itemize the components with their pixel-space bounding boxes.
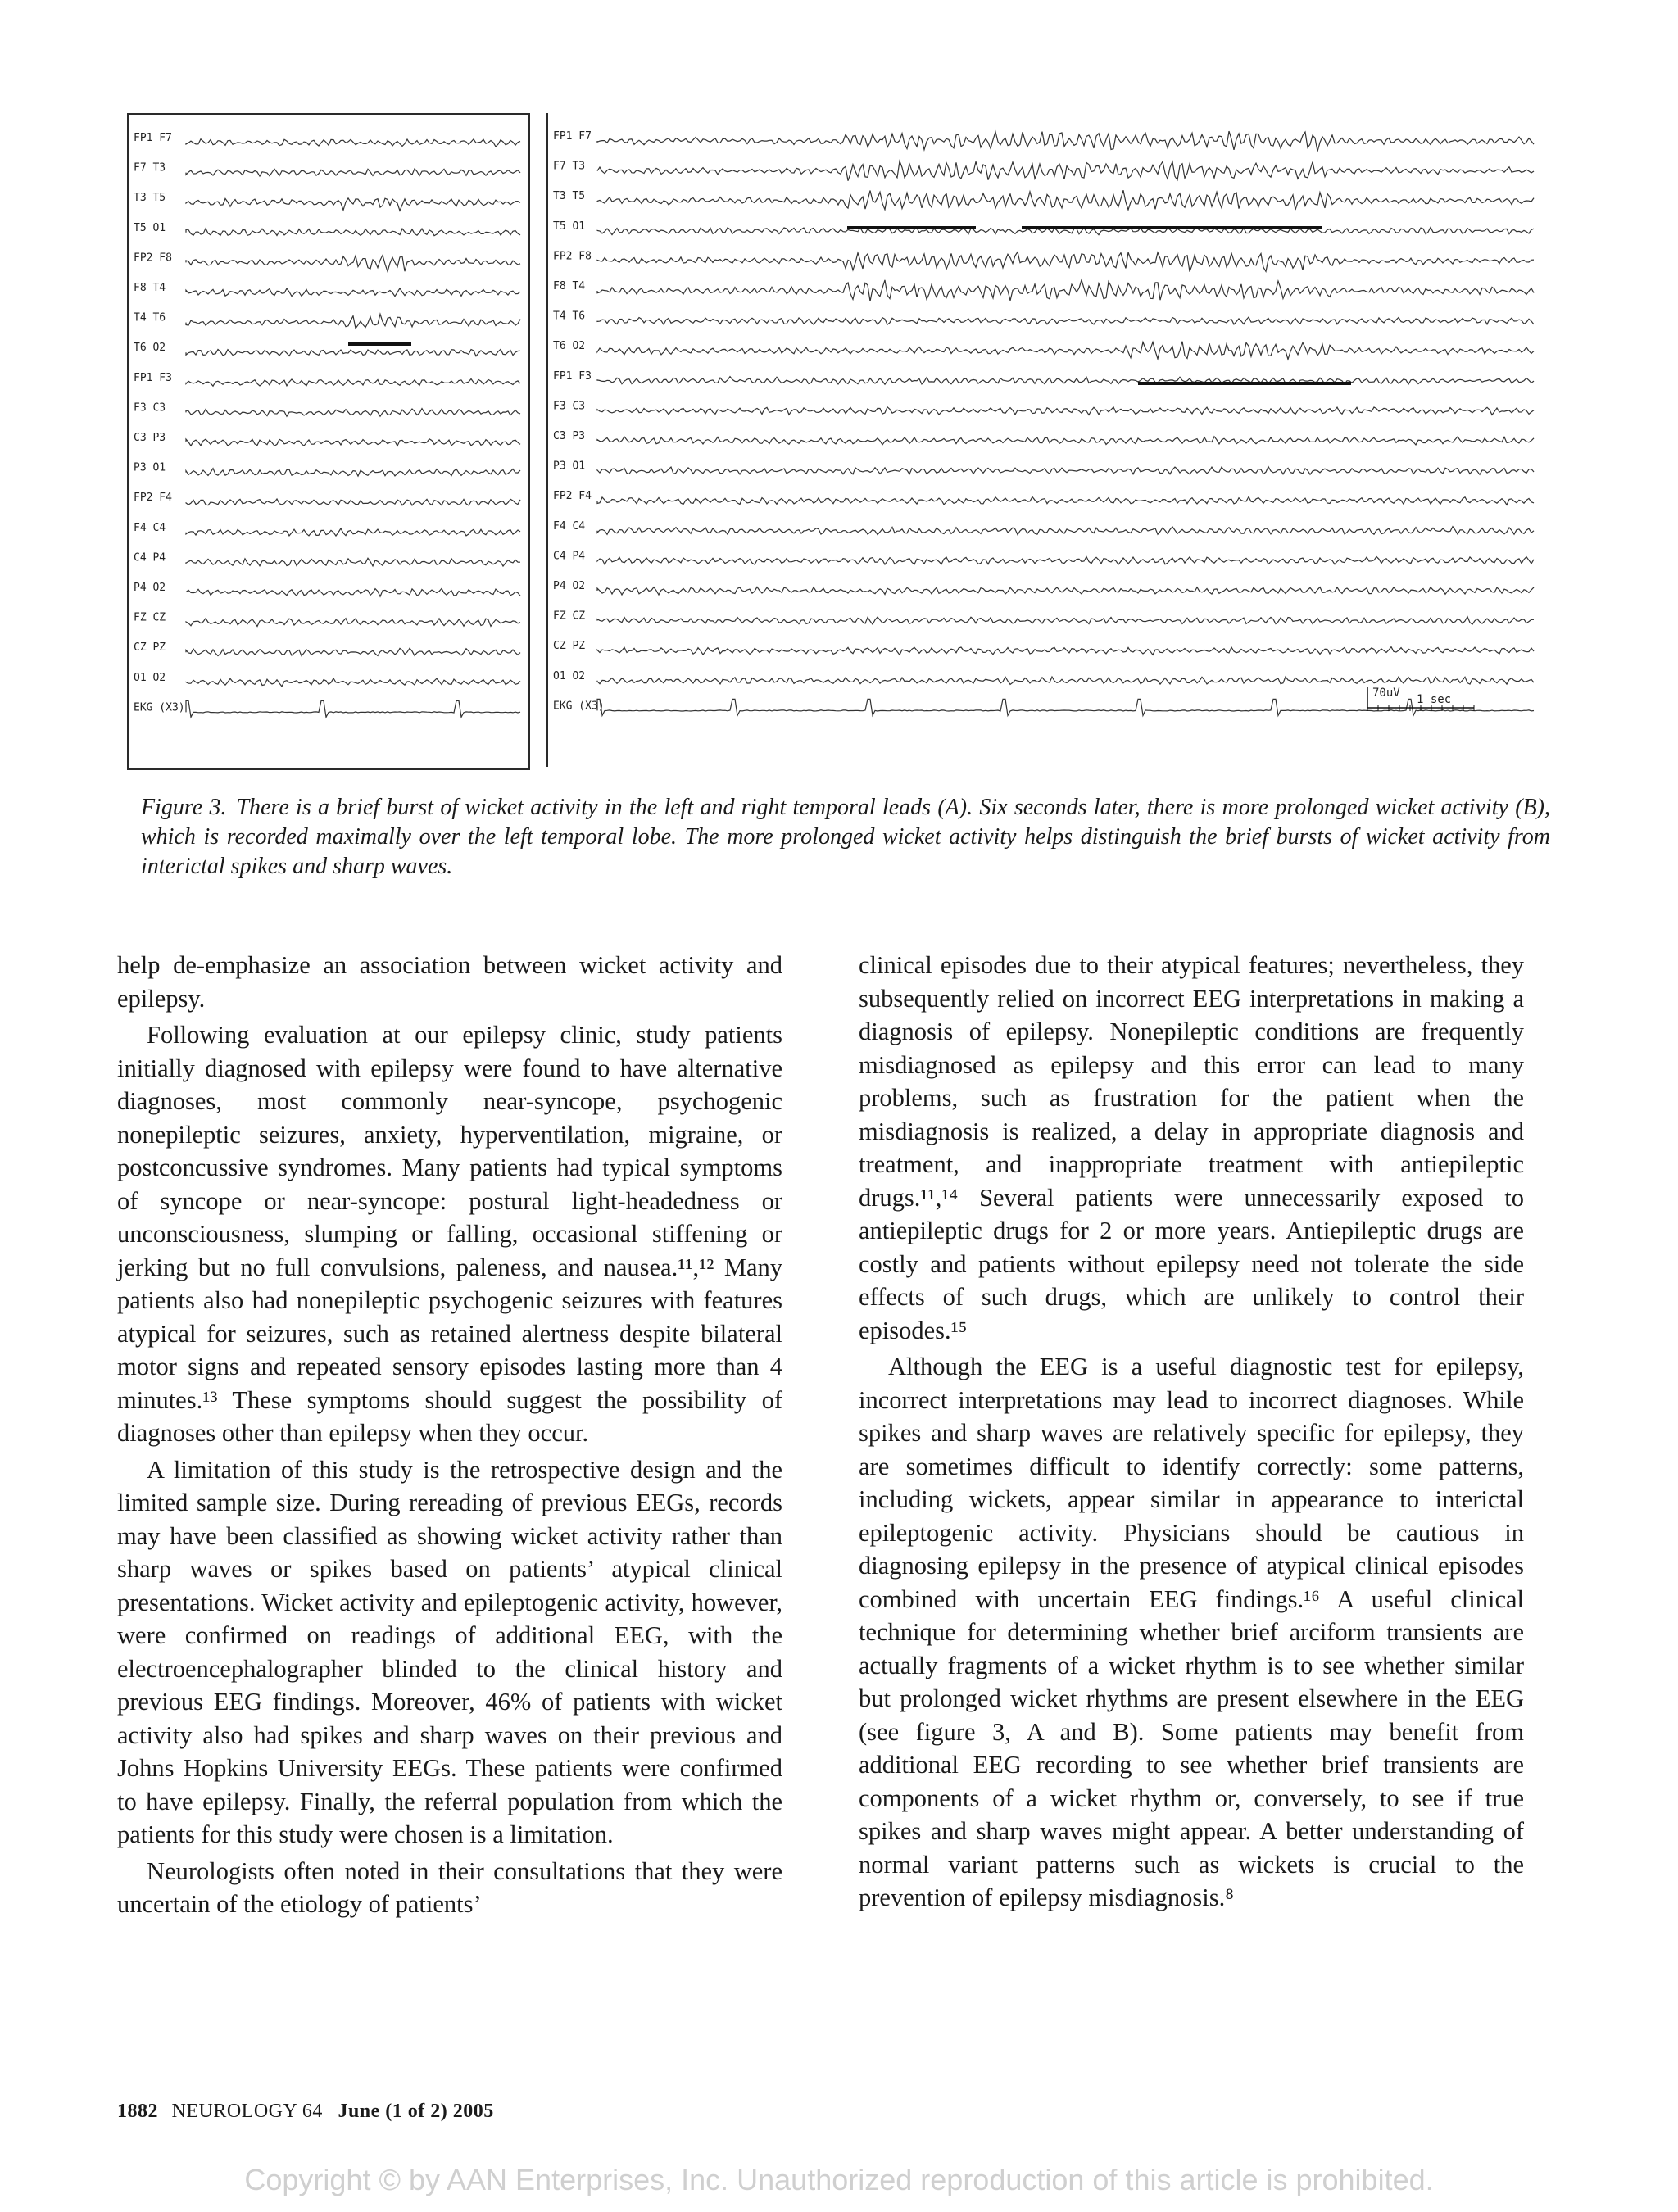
body-column-right bbox=[859, 949, 1524, 1918]
lead-label: FP2 F4 bbox=[553, 490, 592, 503]
lead-label: CZ PZ bbox=[553, 640, 586, 653]
lead-label: FP1 F7 bbox=[553, 130, 592, 143]
eeg-trace bbox=[597, 677, 1534, 684]
eeg-trace bbox=[186, 619, 520, 627]
eeg-trace bbox=[597, 527, 1534, 535]
paragraph: Although the EEG is a useful diagnostic test for epilepsy, incorrect interpretations may lead to incorrect diagnoses. While spikes and sharp waves are relatively specific for epilepsy, they are sometimes difficult to identify correctly: some patterns, including wickets, appear similar in appearance to interictal epileptogenic activity. Physicians should be cautious in diagnosing epilepsy in the presence of atypical clinical episodes combined with uncertain EEG findings.¹⁶ A useful clinical technique for determining whether brief arciform transients are actually fragments of a wicket rhythm is to see whether similar but prolonged wicket rhythms are present elsewhere in the EEG (see figure 3, A and B). Some patients may benefit from additional EEG recording to see whether brief transients are components of a wicket rhythm or, conversely, to see if true spikes and sharp waves might appear. A better understanding of normal variant patterns such as wickets is crucial to the prevention of epilepsy misdiagnosis.⁸ bbox=[859, 1353, 1524, 1911]
journal-name: NEUROLOGY 64 bbox=[171, 2101, 323, 2122]
eeg-trace bbox=[186, 439, 520, 446]
eeg-trace bbox=[186, 499, 520, 505]
paragraph: Following evaluation at our epilepsy clinic, study patients initially diagnosed with epilepsy were found to have alternative diagnoses, most commonly near-syncope, psychogenic nonepileptic seizures, anxiety, hyperventilation, migraine, or postconcussive syndromes. Many patients had typical symptoms of syncope or near-syncope: postural light-headedness or unconsciousness, slumping or falling, occasional stiffening or jerking but no full convulsions, paleness, and nausea.¹¹,¹² Many patients also had nonepileptic psychogenic seizures with features atypical for seizures, such as retained alertness despite bilateral motor signs and repeated sensory episodes lasting more than 4 minutes.¹³ These symptoms should suggest the possibility of diagnoses other than epilepsy when they occur. bbox=[117, 1021, 782, 1447]
eeg-trace bbox=[186, 229, 520, 236]
eeg-trace bbox=[597, 342, 1534, 360]
lead-label: P3 O1 bbox=[553, 460, 586, 473]
eeg-panel-b bbox=[546, 113, 1541, 767]
eeg-trace bbox=[186, 558, 520, 566]
lead-label: F8 T4 bbox=[553, 280, 586, 292]
lead-label: C3 P3 bbox=[134, 432, 166, 444]
eeg-trace bbox=[597, 617, 1534, 624]
eeg-trace bbox=[597, 131, 1534, 152]
lead-label: FP2 F8 bbox=[134, 252, 172, 265]
eeg-trace bbox=[597, 496, 1534, 505]
scale-time: 1 sec bbox=[1417, 693, 1452, 706]
lead-label: F4 C4 bbox=[553, 519, 586, 533]
lead-label: C3 P3 bbox=[553, 430, 586, 442]
eeg-traces-a bbox=[129, 115, 528, 768]
page-number: 1882 bbox=[117, 2101, 158, 2122]
paragraph: Neurologists often noted in their consultations that they were uncertain of the etiology of patients’ bbox=[117, 1856, 782, 1918]
lead-label: FZ CZ bbox=[134, 611, 166, 624]
eeg-trace bbox=[597, 161, 1534, 181]
eeg-trace bbox=[597, 280, 1534, 301]
eeg-trace bbox=[597, 556, 1534, 564]
lead-label: T4 T6 bbox=[553, 310, 586, 323]
lead-label: FP1 F3 bbox=[134, 371, 172, 384]
paragraph: clinical episodes due to their atypical features; nevertheless, they subsequently relied on incorrect EEG interpretations in making a diagnosis of epilepsy. Nonepileptic conditions are frequently misdiagnosed as epilepsy and this error can lead to many problems, such as frustration for the patient when the misdiagnosis is realized, a delay in appropriate diagnosis and treatment, and inappropriate treatment with antiepileptic drugs.¹¹,¹⁴ Several patients were unnecessarily exposed to antiepileptic drugs for 2 or more years. Antiepileptic drugs are costly and patients without epilepsy need not tolerate the side effects of such drugs, which are unlikely to control their episodes.¹⁵ bbox=[859, 951, 1524, 1344]
lead-label: EKG (X3) bbox=[553, 700, 605, 713]
eeg-trace bbox=[597, 190, 1534, 210]
lead-label: T6 O2 bbox=[553, 340, 586, 353]
lead-label: FP1 F3 bbox=[553, 369, 592, 383]
eeg-trace bbox=[186, 528, 520, 536]
lead-label: FP2 F4 bbox=[134, 492, 172, 505]
eeg-trace bbox=[186, 139, 520, 147]
eeg-trace bbox=[186, 256, 520, 272]
eeg-panel-a bbox=[127, 113, 530, 770]
eeg-traces-b bbox=[548, 113, 1541, 767]
lead-label: T3 T5 bbox=[134, 192, 166, 205]
eeg-trace bbox=[597, 407, 1534, 415]
figure-label: Figure 3. bbox=[141, 795, 227, 820]
lead-label: F3 C3 bbox=[553, 400, 586, 413]
lead-label: FP1 F7 bbox=[134, 132, 172, 144]
eeg-trace bbox=[597, 437, 1534, 445]
eeg-trace bbox=[186, 169, 520, 176]
lead-label: O1 O2 bbox=[553, 669, 586, 682]
lead-label: CZ PZ bbox=[134, 641, 166, 655]
scale-amplitude: 70uV bbox=[1372, 687, 1400, 700]
lead-label: EKG (X3) bbox=[134, 701, 185, 714]
eeg-trace bbox=[597, 377, 1534, 385]
lead-label: F8 T4 bbox=[134, 282, 166, 294]
eeg-trace bbox=[186, 678, 520, 687]
lead-label: O1 O2 bbox=[134, 671, 166, 684]
lead-label: P4 O2 bbox=[134, 582, 166, 594]
figure-caption bbox=[141, 793, 1550, 882]
eeg-trace bbox=[186, 648, 520, 655]
eeg-trace bbox=[597, 317, 1534, 324]
lead-label: T4 T6 bbox=[134, 311, 166, 324]
eeg-trace bbox=[186, 349, 520, 356]
eeg-trace bbox=[186, 379, 520, 387]
body-column-left bbox=[117, 949, 782, 1924]
copyright-notice: Copyright © by AAN Enterprises, Inc. Unauthorized reproduction of this article is prohibited. bbox=[244, 2163, 1434, 2196]
lead-label: P3 O1 bbox=[134, 461, 166, 474]
lead-label: F3 C3 bbox=[134, 401, 166, 415]
eeg-trace bbox=[186, 700, 520, 717]
lead-label: T5 O1 bbox=[134, 221, 166, 234]
eeg-trace bbox=[186, 314, 520, 329]
page-footer bbox=[117, 2101, 494, 2123]
eeg-trace bbox=[597, 647, 1534, 655]
eeg-trace bbox=[597, 467, 1534, 475]
paragraph: A limitation of this study is the retrospective design and the limited sample size. During rereading of previous EEGs, records may have been classified as showing wicket activity rather than sharp waves or spikes based on patients’ atypical clinical presentations. Wicket activity and epileptogenic activity, however, were confirmed on readings of additional EEG, with the electroencephalographer blinded to the clinical history and previous EEG findings. Moreover, 46% of patients with wicket activity also had spikes and sharp waves on their previous and Johns Hopkins University EEGs. These patients were confirmed to have epilepsy. Finally, the referral population from which the patients for this study were chosen is a limitation. bbox=[117, 1455, 782, 1848]
lead-label: F7 T3 bbox=[134, 161, 166, 175]
lead-label: C4 P4 bbox=[553, 550, 586, 563]
caption-text: There is a brief burst of wicket activity in the left and right temporal leads (A). Six seconds later, there is more prolonged wicket activity (B), which is recorded maximally over the left temporal lobe. The more prolonged wicket activity helps distinguish the brief bursts of wicket activity from interictal spikes and sharp waves. bbox=[141, 795, 1551, 879]
lead-label: FZ CZ bbox=[553, 610, 586, 623]
eeg-trace bbox=[597, 252, 1534, 272]
lead-label: FP2 F8 bbox=[553, 250, 592, 263]
lead-label: C4 P4 bbox=[134, 551, 166, 564]
eeg-trace bbox=[186, 469, 520, 476]
lead-label: T6 O2 bbox=[134, 342, 166, 355]
lead-label: T5 O1 bbox=[553, 220, 586, 233]
eeg-trace bbox=[597, 587, 1534, 595]
lead-label: P4 O2 bbox=[553, 580, 586, 592]
eeg-trace bbox=[186, 588, 520, 596]
eeg-trace bbox=[186, 409, 520, 417]
lead-label: T3 T5 bbox=[553, 190, 586, 203]
issue-date: June (1 of 2) 2005 bbox=[338, 2101, 494, 2122]
eeg-trace bbox=[186, 198, 520, 211]
lead-label: F4 C4 bbox=[134, 521, 166, 534]
eeg-trace bbox=[186, 288, 520, 297]
paragraph: help de-emphasize an association between wicket activity and epilepsy. bbox=[117, 951, 782, 1013]
lead-label: F7 T3 bbox=[553, 160, 586, 173]
